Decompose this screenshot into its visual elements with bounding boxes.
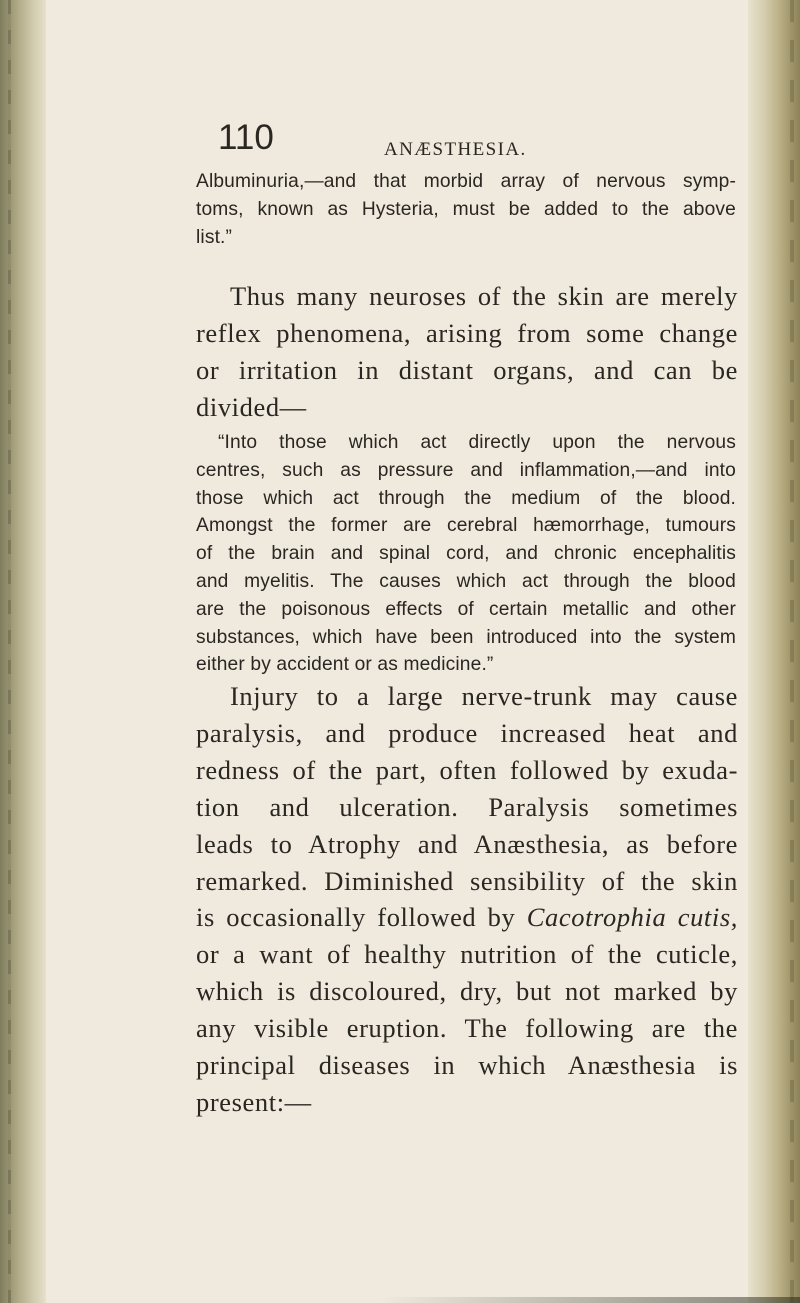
running-title: ANÆSTHESIA. bbox=[384, 139, 527, 160]
running-head bbox=[196, 118, 748, 168]
page-bottom-shadow bbox=[380, 1297, 800, 1303]
text-line: either by accident or as medicine.” bbox=[196, 654, 494, 676]
paragraph-injury bbox=[196, 678, 738, 1121]
text-line: or a want of healthy nutrition of the cuticle, bbox=[196, 939, 738, 970]
text-line: Amongst the former are cerebral hæmorrhage, tumours bbox=[196, 515, 736, 537]
text-fragment: is occasionally followed by bbox=[196, 902, 516, 933]
page-binding-shadow-left bbox=[0, 0, 46, 1303]
text-line: redness of the part, often followed by exuda- bbox=[196, 754, 738, 785]
text-line: which is discoloured, dry, but not marked by bbox=[196, 976, 738, 1007]
italic-term: Cacotrophia cutis, bbox=[526, 902, 738, 933]
text-line: of the brain and spinal cord, and chronic encephalitis bbox=[196, 543, 736, 565]
text-line: reflex phenomena, arising from some change bbox=[196, 317, 738, 348]
text-line: any visible eruption. The following are the bbox=[196, 1013, 738, 1044]
text-line: list.” bbox=[196, 226, 233, 248]
text-line: tion and ulceration. Paralysis sometimes bbox=[196, 791, 738, 822]
text-line: Albuminuria,—and that morbid array of nervous symp- bbox=[196, 171, 736, 192]
text-line: present:— bbox=[196, 1086, 312, 1117]
text-line: divided— bbox=[196, 391, 307, 422]
paragraph-neuroses bbox=[196, 278, 738, 426]
text-line: substances, which have been introduced into the system bbox=[196, 626, 736, 648]
text-line: or irritation in distant organs, and can be bbox=[196, 354, 738, 385]
paragraph-quote-end bbox=[196, 168, 736, 251]
text-line-with-term bbox=[196, 899, 738, 936]
text-line: are the poisonous effects of certain metallic and other bbox=[196, 598, 736, 620]
text-line: principal diseases in which Anæsthesia is bbox=[196, 1050, 738, 1081]
paragraph-quotation bbox=[196, 429, 736, 679]
text-line: and myelitis. The causes which act through the blood bbox=[196, 570, 736, 592]
page-edge-shadow-right bbox=[748, 0, 800, 1303]
text-line: Injury to a large nerve-trunk may cause bbox=[230, 681, 738, 711]
text-line: Thus many neuroses of the skin are merely bbox=[230, 281, 738, 311]
text-line: “Into those which act directly upon the nervous bbox=[218, 432, 736, 453]
page-number: 110 bbox=[218, 118, 274, 157]
text-line: remarked. Diminished sensibility of the skin bbox=[196, 865, 738, 896]
text-line: toms, known as Hysteria, must be added to the above bbox=[196, 198, 736, 220]
text-line: those which act through the medium of the blood. bbox=[196, 487, 736, 509]
text-line: leads to Atrophy and Anæsthesia, as before bbox=[196, 828, 738, 859]
text-line: centres, such as pressure and inflammation,—and into bbox=[196, 459, 736, 481]
text-line: paralysis, and produce increased heat and bbox=[196, 717, 738, 748]
